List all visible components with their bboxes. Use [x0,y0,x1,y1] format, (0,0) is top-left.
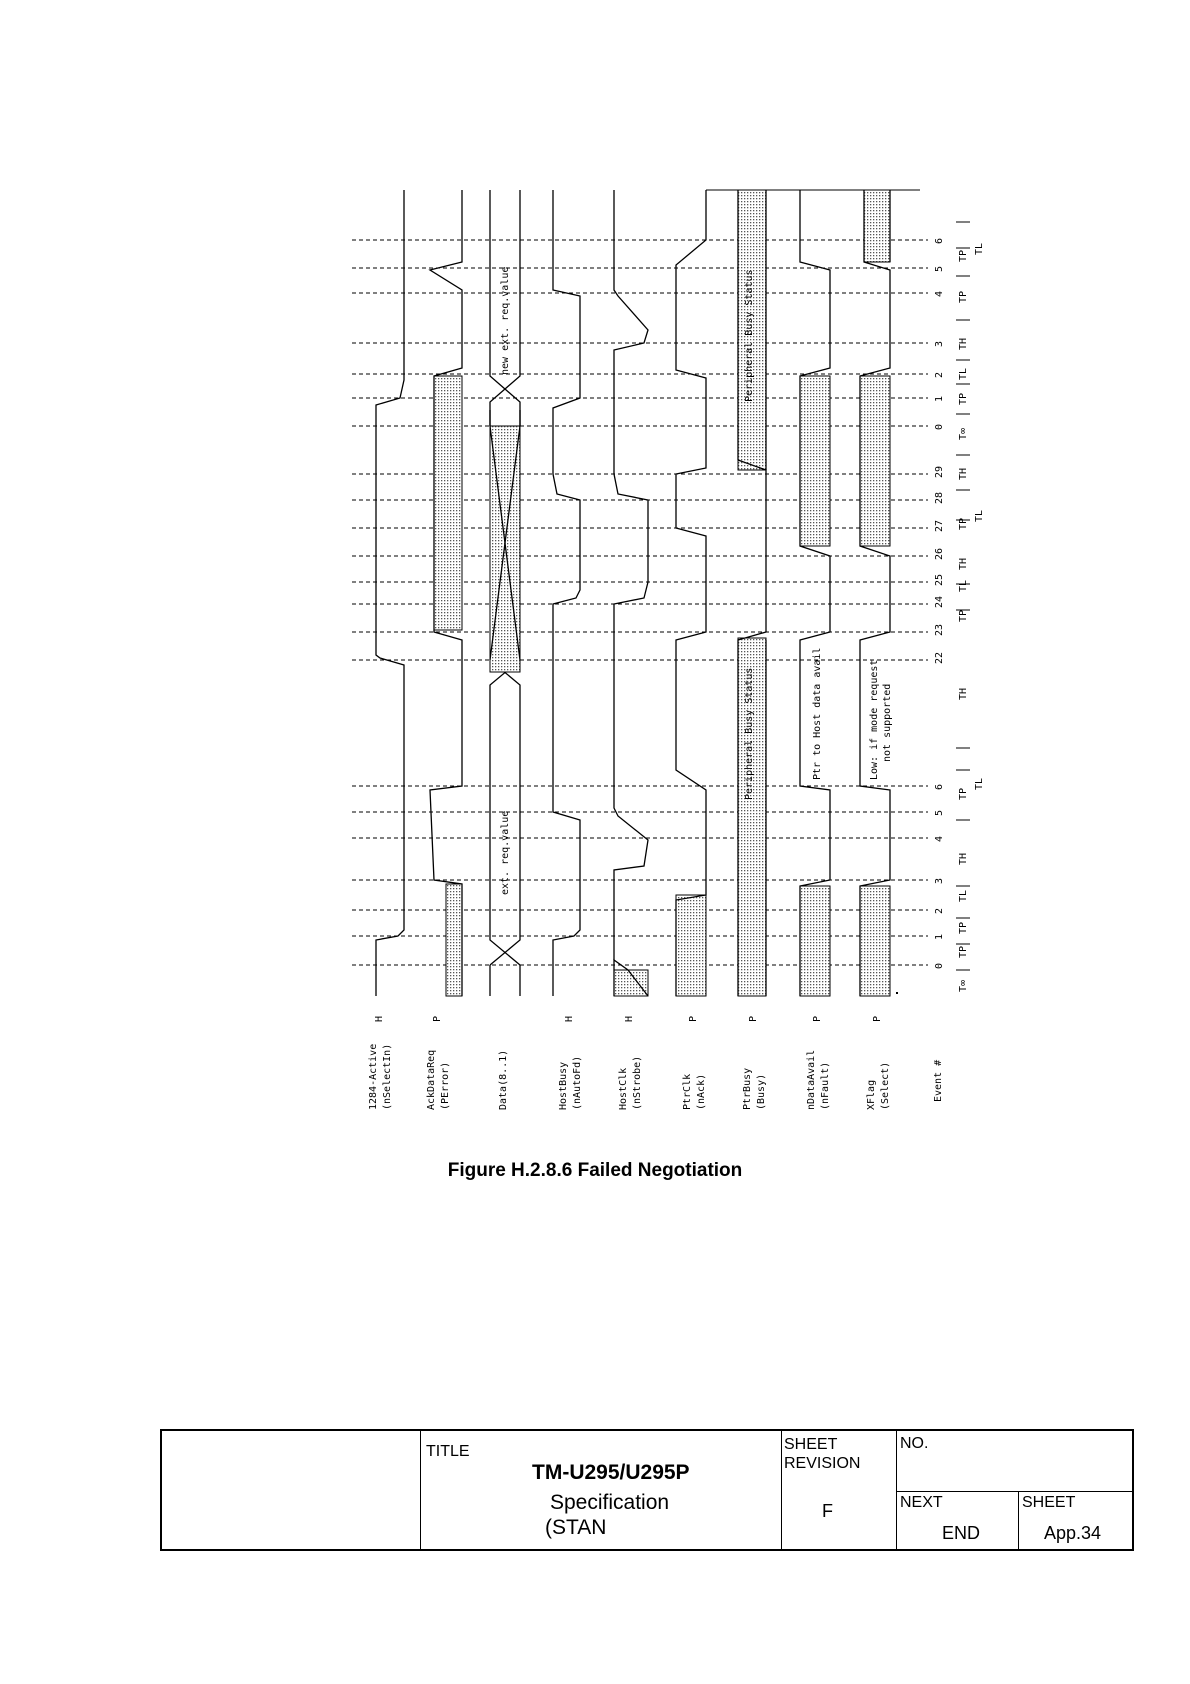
event-label: Event # [933,1059,944,1102]
timing-label: TL [974,509,985,522]
timing-label: TL [974,242,985,255]
event-number: 22 [934,651,945,664]
annotation-new-ext-req: new ext. req.value [500,266,511,375]
band-ndataavail [800,886,830,996]
timing-label: TL [958,367,969,380]
timing-label: TH [958,467,969,480]
timing-label: T∞ [958,427,969,440]
timing-label: TP [958,945,969,958]
event-number: 0 [934,423,945,430]
timing-label: TL [974,777,985,790]
signal-name: PtrClk [682,1073,693,1110]
wave-ndataavail [800,190,830,996]
wave-xflag [860,190,890,996]
event-number: 6 [934,783,945,790]
event-number: 25 [934,573,945,586]
timing-label: TH [958,557,969,570]
timing-label: TH [958,687,969,700]
event-number: 28 [934,491,945,504]
signal-side: H [624,1015,635,1022]
title-label: TITLE [426,1443,470,1460]
event-number: 29 [934,465,945,478]
signal-name: Data(8..1) [498,1049,509,1110]
timing-label: TL [958,579,969,592]
annotation-busy-status: Peripheral Busy Status [744,269,755,402]
timing-label: TP [958,517,969,530]
doc-line-2: (STAN [545,1516,607,1539]
timing-label: T∞ [958,979,969,992]
doc-line-1: Specification [550,1491,670,1514]
no-label: NO. [900,1435,929,1452]
annotation-busy-status: Peripheral Busy Status [744,667,755,800]
signal-name: nDataAvail [806,1049,817,1110]
revision-value: F [822,1501,833,1521]
wave-hostclk [614,190,648,960]
signal-name: 1284-Active [368,1043,379,1110]
timing-label: TP [958,787,969,800]
product-name: TM-U295/U295P [532,1461,690,1484]
event-number: 3 [934,340,945,347]
signal-alt: (Busy) [756,1073,767,1110]
signal-side: P [812,1015,823,1022]
signal-side: P [688,1015,699,1022]
title-block [160,1429,1134,1551]
event-number: 3 [934,877,945,884]
event-number: 0 [934,962,945,969]
signal-side: H [564,1015,575,1022]
marker-dot [896,992,898,994]
event-number: 26 [934,547,945,560]
event-number: 1 [934,933,945,940]
band-xflag [860,886,890,996]
signal-side: P [872,1015,883,1022]
annotation-low-if-mode: Low: if mode request [869,659,880,780]
signal-alt: (PError) [440,1061,451,1110]
band-xflag [860,376,890,546]
signal-name: AckDataReq [426,1049,437,1110]
annotation-not-supported: not supported [882,683,893,762]
wave-1284-active [376,190,404,996]
band-ackdatareq [446,884,462,996]
timing-label: TP [958,609,969,622]
timing-label: TP [958,290,969,303]
event-number: 23 [934,623,945,636]
event-number: 5 [934,265,945,272]
annotation-ptr-to-host: Ptr to Host data avail [812,647,823,780]
signal-alt: (nStrobe) [632,1055,643,1110]
sheet-value: App.34 [1044,1523,1102,1543]
event-number: 5 [934,809,945,816]
timing-label: TP [958,392,969,405]
event-number: 27 [934,519,945,532]
signal-side: P [748,1015,759,1022]
signal-side: H [374,1015,385,1022]
signal-side: P [432,1015,443,1022]
sheet-label: SHEET [1022,1494,1076,1511]
signal-alt: (nSelectIn) [382,1043,393,1110]
event-number: 2 [934,371,945,378]
signal-name: HostClk [618,1067,629,1110]
signal-alt: (nAck) [696,1073,707,1110]
next-label: NEXT [900,1494,943,1511]
timing-label: TL [958,889,969,902]
event-number: 4 [934,835,945,842]
band-ndataavail [800,376,830,546]
event-number: 4 [934,290,945,297]
figure-caption: Figure H.2.8.6 Failed Negotiation [447,1160,743,1181]
signal-name: XFlag [866,1079,877,1110]
signal-name: PtrBusy [742,1067,753,1110]
sheet-revision-label: SHEET REVISION [784,1436,861,1472]
event-number: 24 [934,595,945,608]
band-ptrclk [676,895,706,996]
signal-alt: (Select) [880,1061,891,1110]
event-number: 1 [934,395,945,402]
band-xflag [864,190,890,262]
annotation-ext-req: ext. req.value [500,810,511,895]
event-number: 6 [934,237,945,244]
signal-alt: (nAutoFd) [572,1055,583,1110]
signal-waveforms [376,190,920,996]
timing-label: TH [958,337,969,350]
wave-hostbusy [553,190,580,996]
signal-alt: (nFault) [820,1061,831,1110]
wave-ptrclk [676,190,706,996]
event-number: 2 [934,907,945,914]
timing-label: TP [958,921,969,934]
timing-label: TP [958,249,969,262]
band-ackdatareq [434,376,462,630]
signal-name: HostBusy [558,1061,569,1110]
timing-label: TH [958,852,969,865]
next-value: END [942,1523,981,1543]
